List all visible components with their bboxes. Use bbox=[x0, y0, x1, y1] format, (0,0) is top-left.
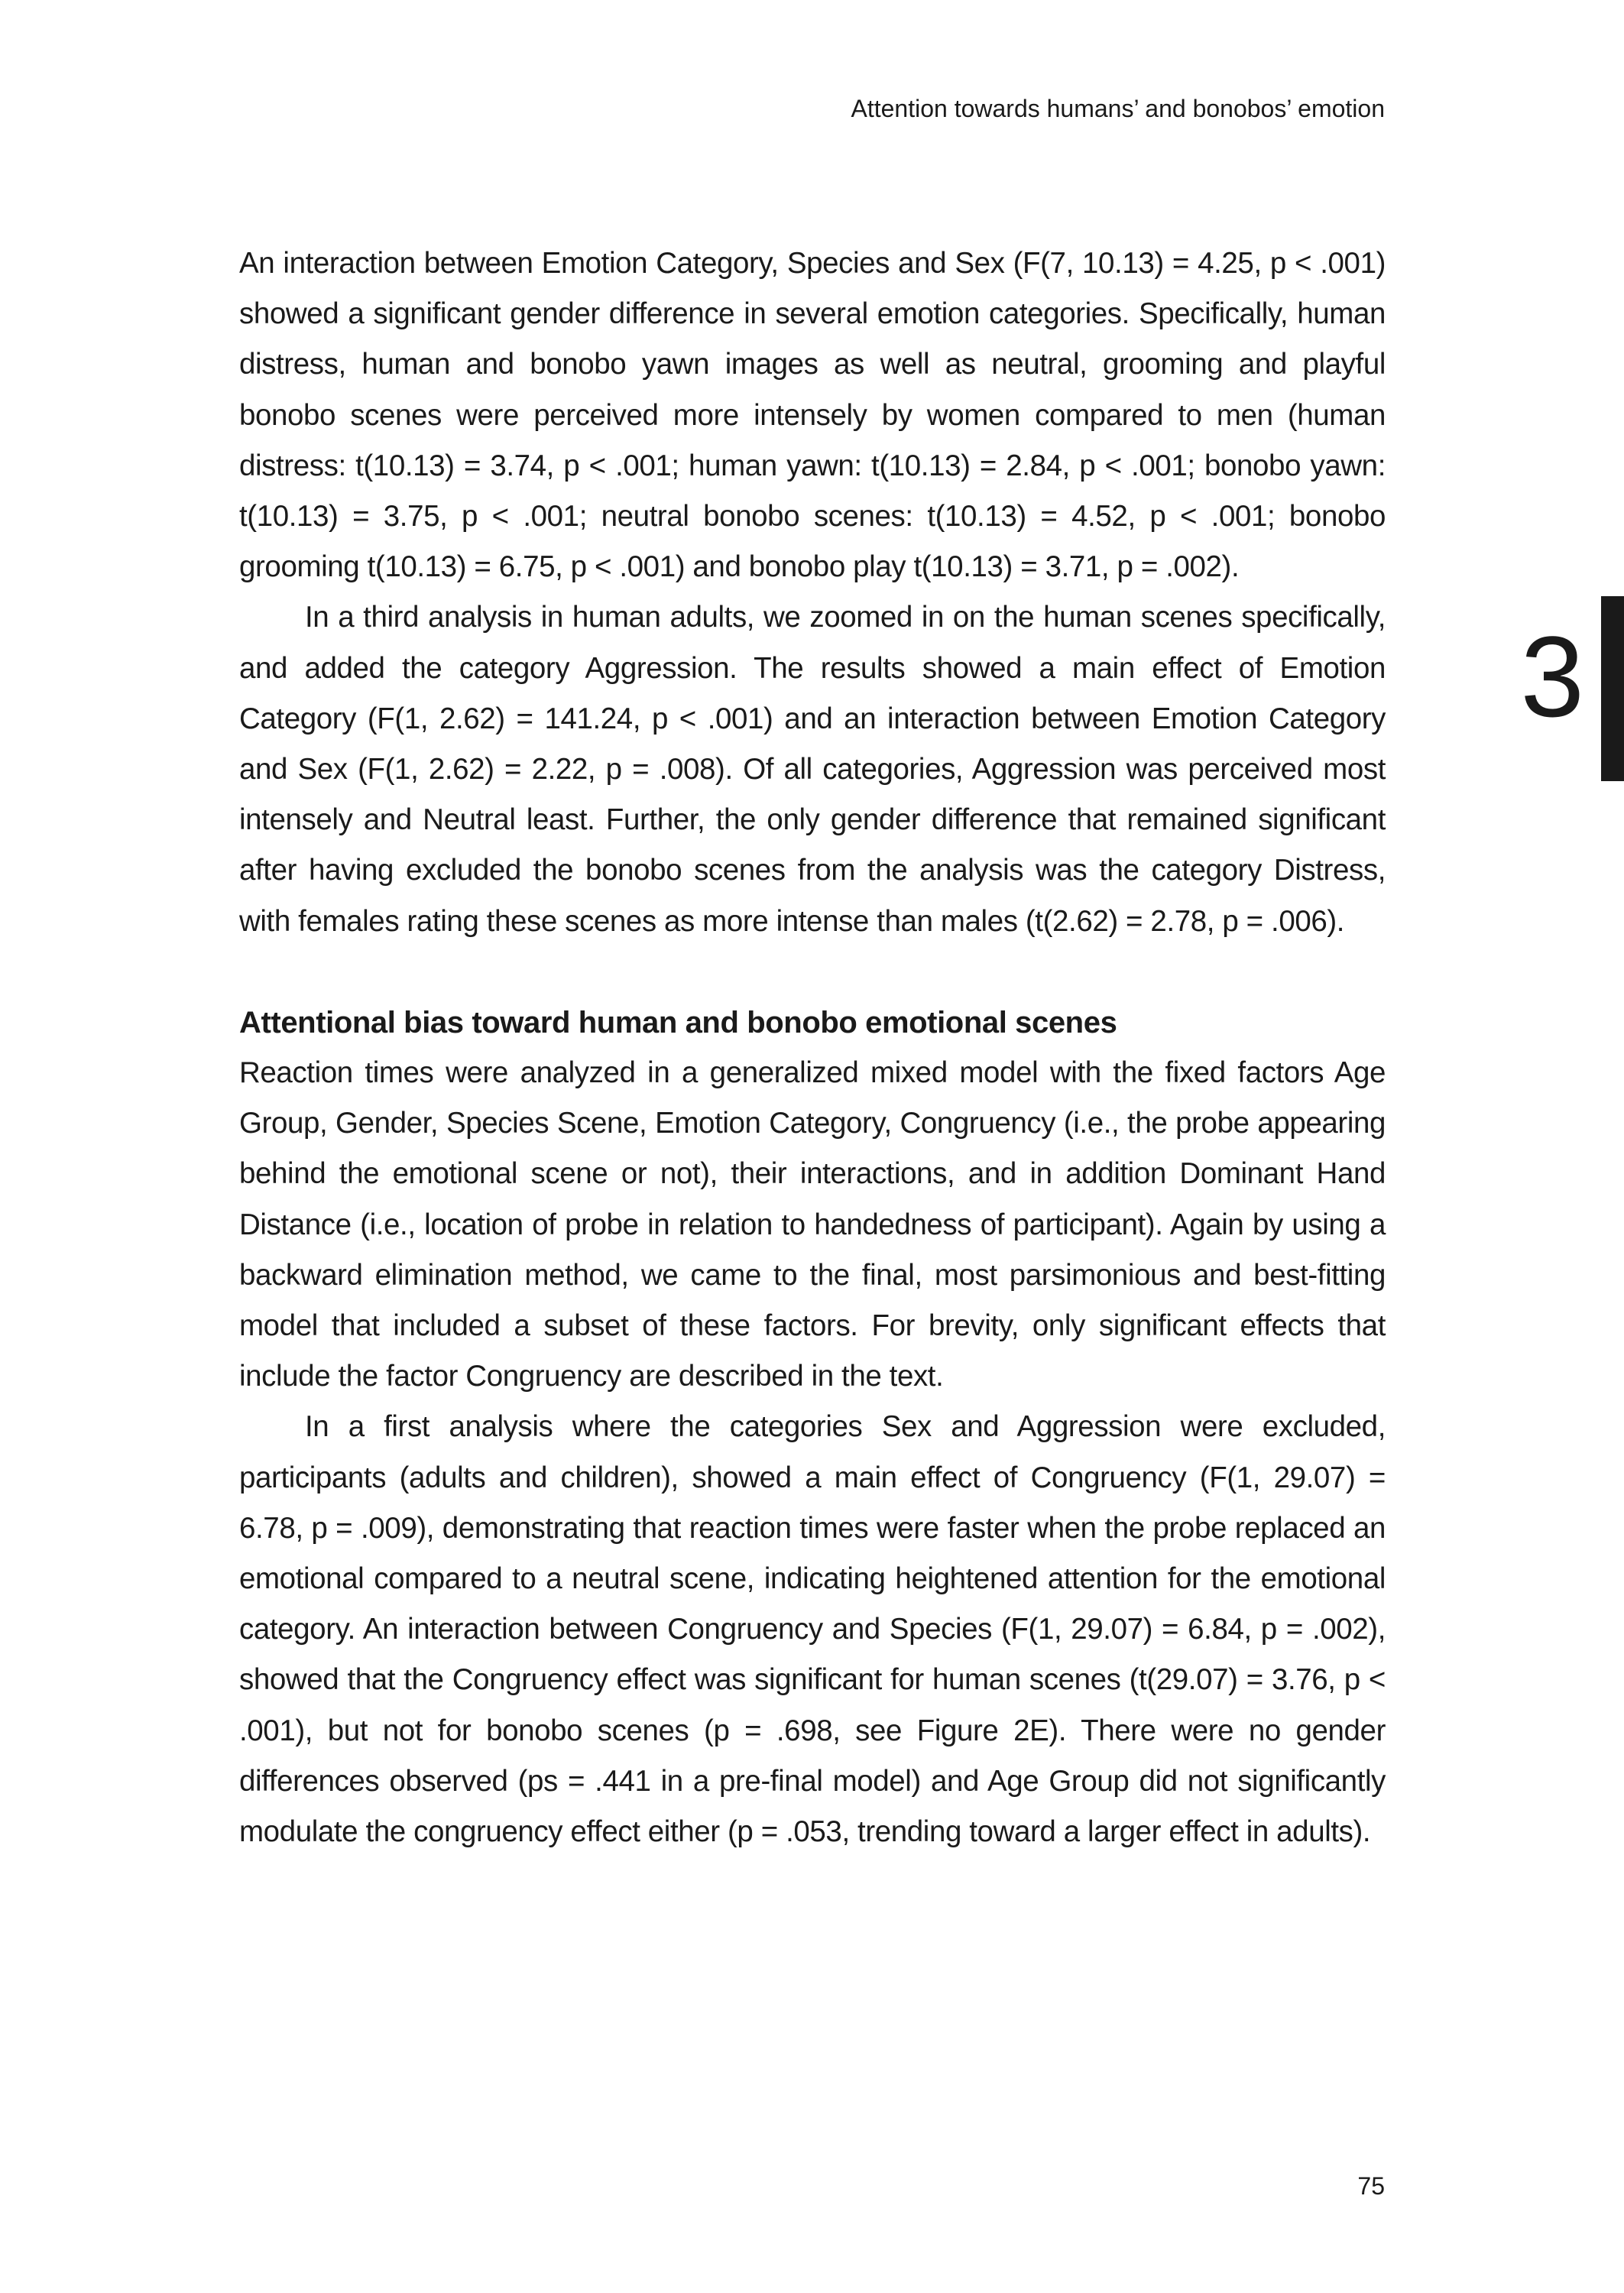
paragraph-reaction-times: Reaction times were analyzed in a generalized mixed model with the fixed factors Age Group, Gender, Species Scene, Emotion Category, Congruency (i.e., the probe appearing behind the emotional scene or not), their interactions, and in addition Dominant Hand Distance (i.e., location of probe in relation to handedness of participant). Again by using a backward elimination method, we came to the final, most parsimonious and best-fitting model that included a subset of these factors. For brevity, only significant effects that include the factor Congruency are described in the text. bbox=[239, 1056, 1386, 1393]
page-number: 75 bbox=[1357, 2172, 1385, 2200]
section-heading: Attentional bias toward human and bonobo emotional scenes bbox=[239, 1005, 1117, 1039]
body-text bbox=[239, 238, 1386, 1857]
running-header: Attention towards humans’ and bonobos’ emotion bbox=[851, 95, 1385, 122]
paragraph-third-analysis: In a third analysis in human adults, we zoomed in on the human scenes specifically, and added the category Aggression. The results showed a main effect of Emotion Category (F(1, 2.62) = 141.24, p < .001) and an interaction between Emotion Category and Sex (F(1, 2.62) = 2.22, p = .008). Of all categories, Aggression was perceived most intensely and Neutral least. Further, the only gender difference that remained significant after having excluded the bonobo scenes from the analysis was the category Distress, with females rating these scenes as more intense than males (t(2.62) = 2.78, p = .006). bbox=[239, 601, 1386, 938]
chapter-tab bbox=[1506, 596, 1624, 781]
paragraph-first-analysis: In a first analysis where the categories Sex and Aggression were excluded, participants (adults and children), showed a main effect of Congruency (F(1, 29.07) = 6.78, p = .009), demonstrating that reaction times were faster when the probe replaced an emotional compared to a neutral scene, indicating heightened attention for the emotional category. An interaction between Congruency and Species (F(1, 29.07) = 6.84, p = .002), showed that the Congruency effect was significant for human scenes (t(29.07) = 3.76, p < .001), but not for bonobo scenes (p = .698, see Figure 2E). There were no gender differences observed (ps = .441 in a pre-final model) and Age Group did not significantly modulate the congruency effect either (p = .053, trending toward a larger effect in adults). bbox=[239, 1410, 1386, 1849]
paragraph-emotion-species-sex: An interaction between Emotion Category, Species and Sex (F(7, 10.13) = 4.25, p < .001) showed a significant gender difference in several emotion categories. Specifically, human distress, human and bonobo yawn images as well as neutral, grooming and playful bonobo scenes were perceived more intensely by women compared to men (human distress: t(10.13) = 3.74, p < .001; human yawn: t(10.13) = 2.84, p < .001; bonobo yawn: t(10.13) = 3.75, p < .001; neutral bonobo scenes: t(10.13) = 4.52, p < .001; bonobo grooming t(10.13) = 6.75, p < .001) and bonobo play t(10.13) = 3.71, p = .002). bbox=[239, 247, 1386, 584]
chapter-tab-bar bbox=[1601, 596, 1624, 781]
chapter-number: 3 bbox=[1520, 612, 1584, 741]
